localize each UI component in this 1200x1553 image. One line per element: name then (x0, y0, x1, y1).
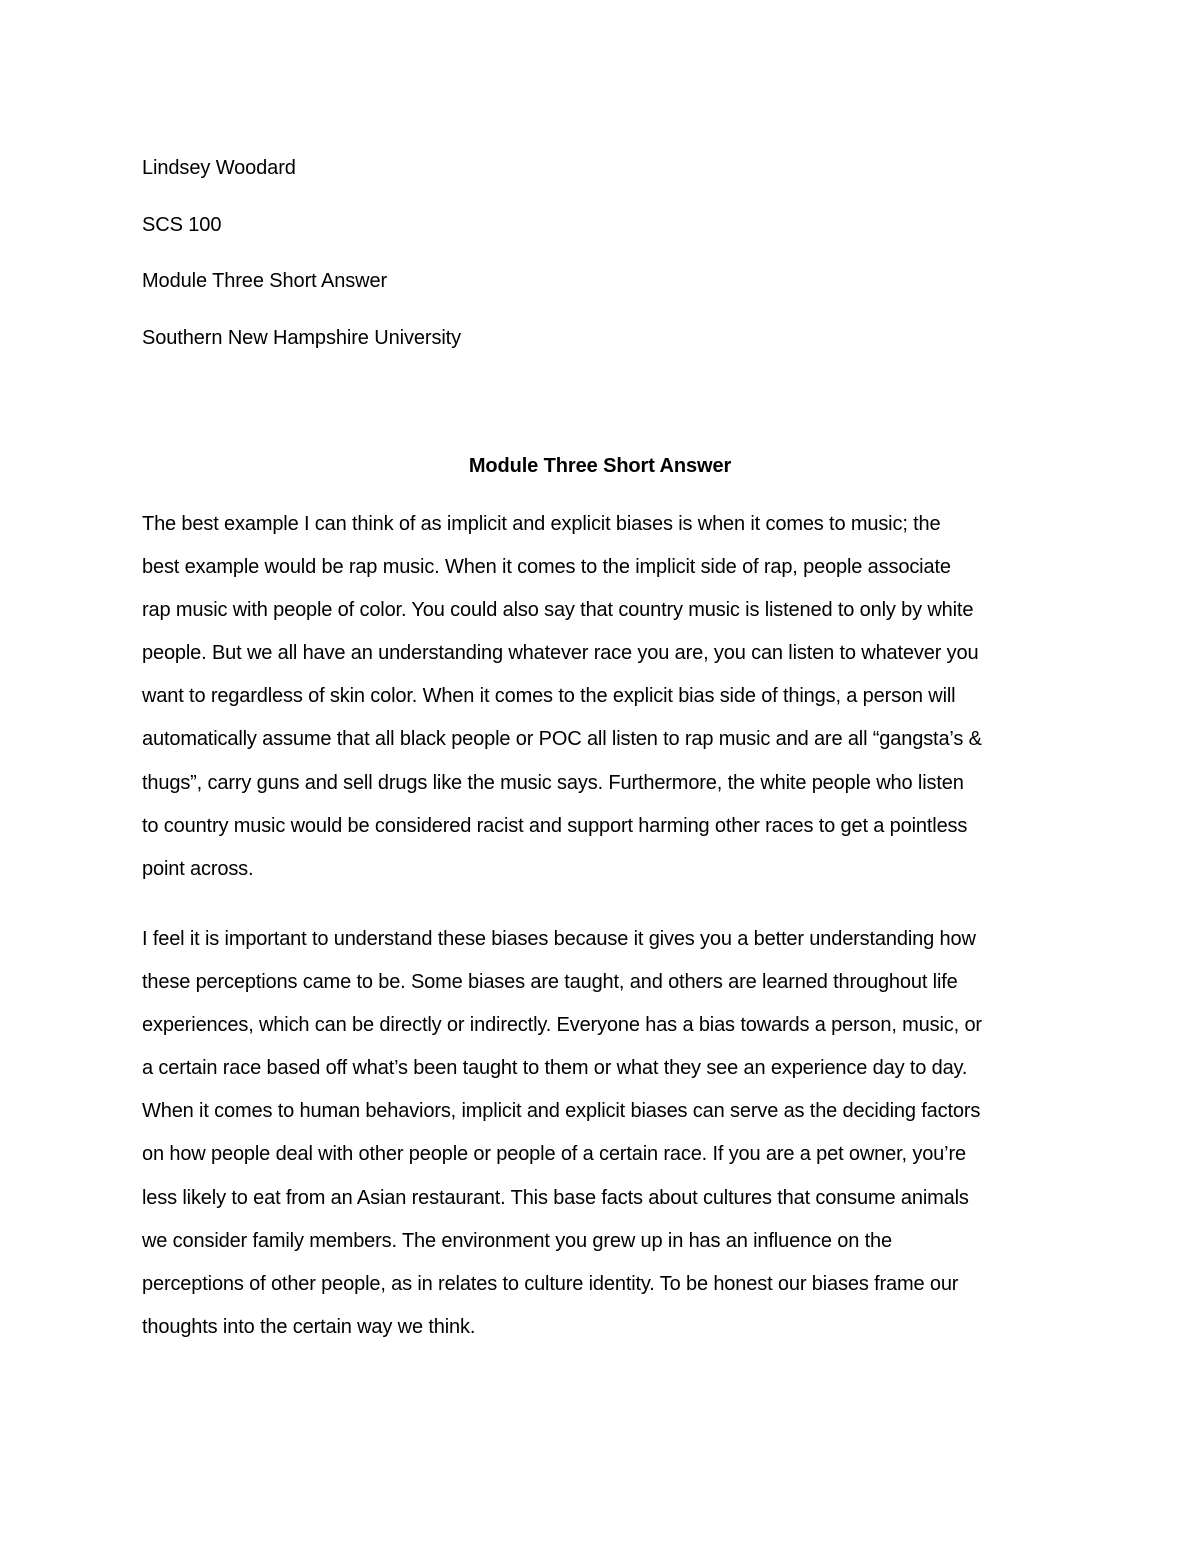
institution-name: Southern New Hampshire University (142, 326, 462, 349)
paragraph-line: people. But we all have an understanding whatever race you are, you can listen to whatever you (142, 642, 979, 665)
paragraph-2 (142, 918, 1062, 1349)
author-name: Lindsey Woodard (142, 157, 296, 179)
paragraph-line: best example would be rap music. When it comes to the implicit side of rap, people associate (142, 556, 951, 579)
paragraph-line: want to regardless of skin color. When it comes to the explicit bias side of things, a person will (142, 685, 956, 708)
paragraph-line: automatically assume that all black people or POC all listen to rap music and are all “gangsta’s & (142, 728, 982, 751)
paragraph-line: these perceptions came to be. Some biases are taught, and others are learned throughout life (142, 971, 958, 994)
paragraph-line: we consider family members. The environment you grew up in has an influence on the (142, 1229, 892, 1252)
assignment-name: Module Three Short Answer (142, 270, 388, 292)
paragraph-line: thoughts into the certain way we think. (142, 1315, 476, 1338)
course-code: SCS 100 (142, 213, 222, 236)
paragraph-line: When it comes to human behaviors, implicit and explicit biases can serve as the deciding factors (142, 1100, 981, 1123)
paragraph-line: less likely to eat from an Asian restaurant. This base facts about cultures that consume animals (142, 1186, 969, 1209)
paragraph-1 (142, 503, 1062, 891)
paragraph-line: a certain race based off what’s been taught to them or what they see an experience day to day. (142, 1057, 968, 1080)
paragraph-line: point across. (142, 857, 254, 880)
paragraph-line: The best example I can think of as implicit and explicit biases is when it comes to music; the (142, 513, 941, 535)
paragraph-line: rap music with people of color. You could also say that country music is listened to only by white (142, 599, 974, 622)
paragraph-line: I feel it is important to understand these biases because it gives you a better understanding how (142, 928, 976, 950)
paragraph-line: experiences, which can be directly or indirectly. Everyone has a bias towards a person, music, or (142, 1014, 982, 1037)
paragraph-line: on how people deal with other people or people of a certain race. If you are a pet owner, you’re (142, 1143, 966, 1166)
document-title: Module Three Short Answer (468, 455, 732, 477)
header-block (142, 140, 1062, 366)
paragraph-line: to country music would be considered racist and support harming other races to get a pointless (142, 814, 968, 837)
paragraph-line: thugs”, carry guns and sell drugs like the music says. Furthermore, the white people who listen (142, 771, 964, 794)
paragraph-line: perceptions of other people, as in relates to culture identity. To be honest our biases frame our (142, 1272, 959, 1295)
